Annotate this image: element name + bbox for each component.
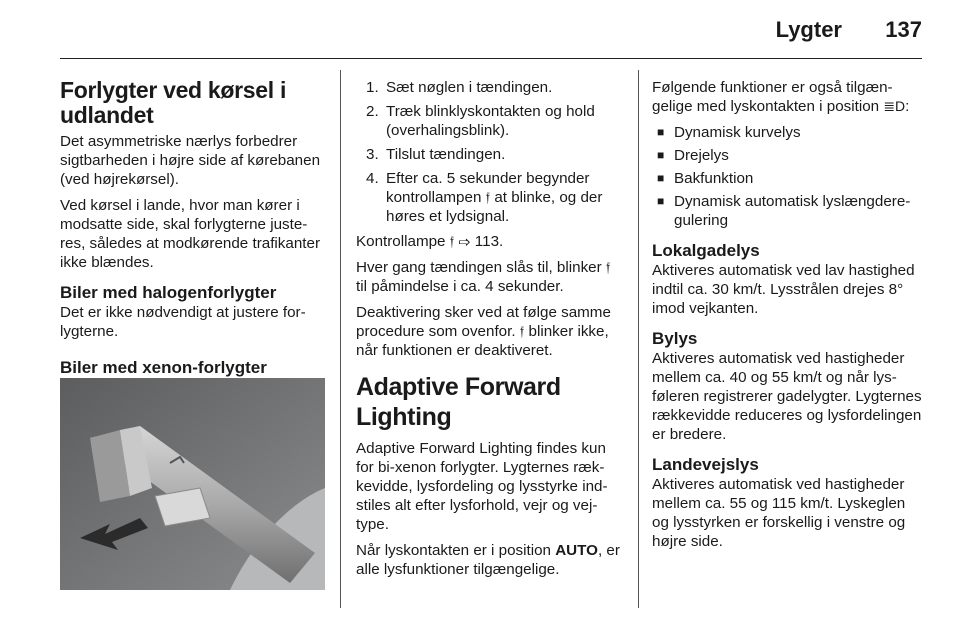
text: Følgende funktioner er også tilgængelige med lyskontakten i position [652,79,893,115]
paragraph: Kontrollampe 𝔣 ⇨ 113. [356,233,504,250]
heading-afl: Adaptive Forward Lighting [356,373,561,431]
paragraph [652,78,922,116]
list-item [356,169,622,226]
page-header [0,0,960,52]
list-item [356,78,622,97]
paragraph: Aktiveres automatisk ved hastigheder mellem ca. 40 og 55 km/t og når lysføleren registrerer gadelygter. Lygternes rækkevidde reduceres og lysfordelingen er bredere. [652,350,922,443]
step-number: 4. [366,170,379,187]
heading-headlights-abroad: Forlygter ved kørsel i udlandet [60,77,287,128]
text: : [905,98,910,115]
subheading-xenon: Biler med xenon-forlygter [60,358,267,377]
paragraph [356,541,622,579]
step-number: 3. [366,146,379,163]
bullet-icon: ■ [657,171,665,185]
bullet-text: Dynamisk automatisk lyslængderegulering [674,193,911,229]
subheading-lokalgadelys: Lokalgadelys [652,241,760,260]
paragraph: Hver gang tændingen slås til, blinker 𝔣 til påmindelse i ca. 4 sekunder. [356,259,611,295]
list-item [652,146,922,165]
paragraph: Adaptive Forward Lighting findes kun for bi-xenon forlygter. Lygternes rækkevidde, lysfordeling og lysstyrke indstiles alt efter lysforhold, vejr og vejtype. [356,440,608,533]
bullet-text: Bakfunktion [674,170,754,187]
paragraph: Det asymmetriske nærlys forbedrer sigtbarheden i højre side af kørebanen (ved højrekørsel). [60,133,321,188]
column-2 [356,78,622,586]
step-text: Tilslut tændingen. [386,146,506,163]
auto-label: AUTO [555,542,598,559]
function-list [652,123,922,230]
list-item [356,102,622,140]
text: , er alle lysfunktioner tilgængelige. [356,542,620,578]
section-title: Lygter [775,17,842,42]
bullet-icon: ■ [657,125,665,139]
bullet-icon: ■ [657,148,665,162]
header-rule [60,58,922,59]
subheading-landevejslys: Landevejslys [652,455,759,474]
subheading-bylys: Bylys [652,329,698,348]
list-item [652,169,922,188]
paragraph: Deaktivering sker ved at følge samme procedure som ovenfor. 𝔣 blinker ikke, når funktionen er deaktiveret. [356,304,611,359]
list-item [652,123,922,142]
light-switch-stalk-photo [60,378,325,590]
text: Når lyskontakten er i position [356,542,556,559]
list-item [652,192,922,230]
bullet-icon: ■ [657,194,665,208]
paragraph: Det er ikke nødvendigt at justere forlygterne. [60,304,306,340]
column-divider [638,70,639,608]
column-divider [340,70,341,608]
paragraph: Aktiveres automatisk ved hastigheder mellem ca. 55 og 115 km/t. Lyskeglen og lysstyrken er forskellig i venstre og højre side. [652,476,906,550]
column-3 [652,78,922,558]
step-number: 2. [366,103,379,120]
steps-list [356,78,622,226]
step-text: Træk blinklyskontakten og hold (overhalingsblink). [386,103,595,139]
page-number: 137 [885,17,922,42]
step-number: 1. [366,79,379,96]
step-text: Efter ca. 5 sekunder begynder kontrollampen 𝔣 at blinke, og der høres et lydsignal. [386,170,603,225]
paragraph: Ved kørsel i lande, hvor man kører i modsatte side, skal forlygterne justeres, således at modkørende trafikanter ikke blændes. [60,197,320,271]
column-1 [60,78,326,378]
bullet-text: Drejelys [674,147,729,164]
list-item [356,145,622,164]
paragraph: Aktiveres automatisk ved lav hastighed indtil ca. 30 km/t. Lysstrålen drejes 8° imod vejkanten. [652,262,915,317]
headlight-position-icon: ≣D [883,98,906,114]
subheading-halogen: Biler med halogenforlygter [60,283,277,302]
step-text: Sæt nøglen i tændingen. [386,79,553,96]
bullet-text: Dynamisk kurvelys [674,124,801,141]
